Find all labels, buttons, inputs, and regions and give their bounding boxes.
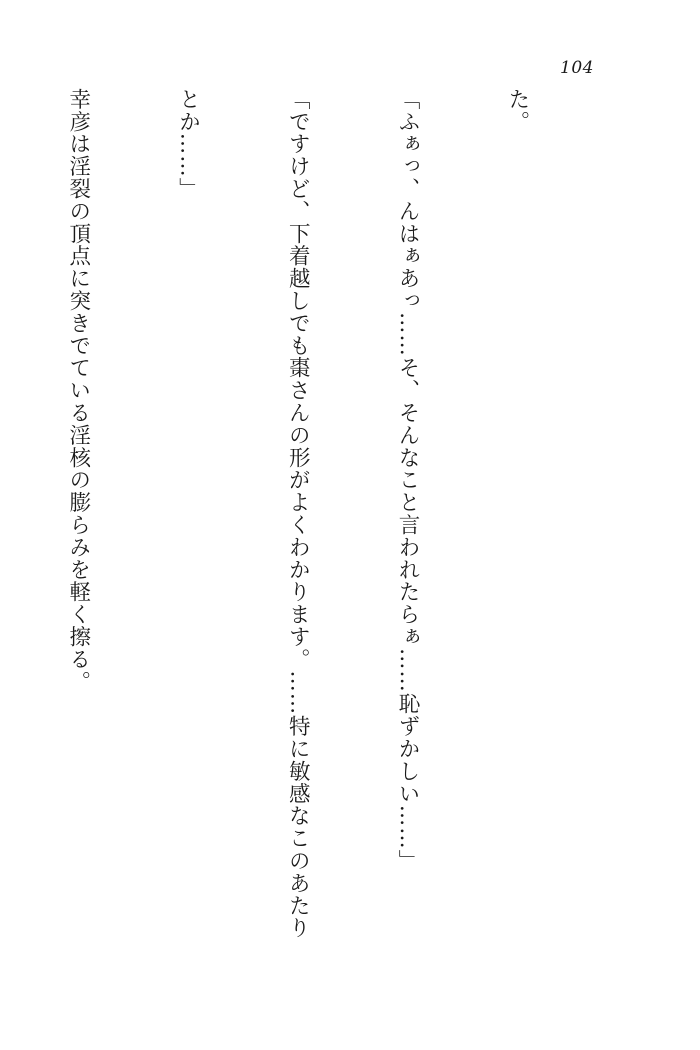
text-line: 幸彦は淫裂の頂点に突きでている淫核の膨らみを軽く擦る。 <box>65 88 91 693</box>
text-line: 「ですけど、下着越しでも棗さんの形がよくわかります。……特に敏感なこのあたり <box>285 88 311 940</box>
text-line: 「ふぁっ、んはぁあっ……そ、そんなこと言われたらぁ……恥ずかしい……」 <box>395 88 421 872</box>
page-number: 104 <box>560 58 594 78</box>
vertical-text-body <box>65 88 608 988</box>
text-line: た。 <box>504 88 530 133</box>
text-line: とか……」 <box>175 88 201 200</box>
